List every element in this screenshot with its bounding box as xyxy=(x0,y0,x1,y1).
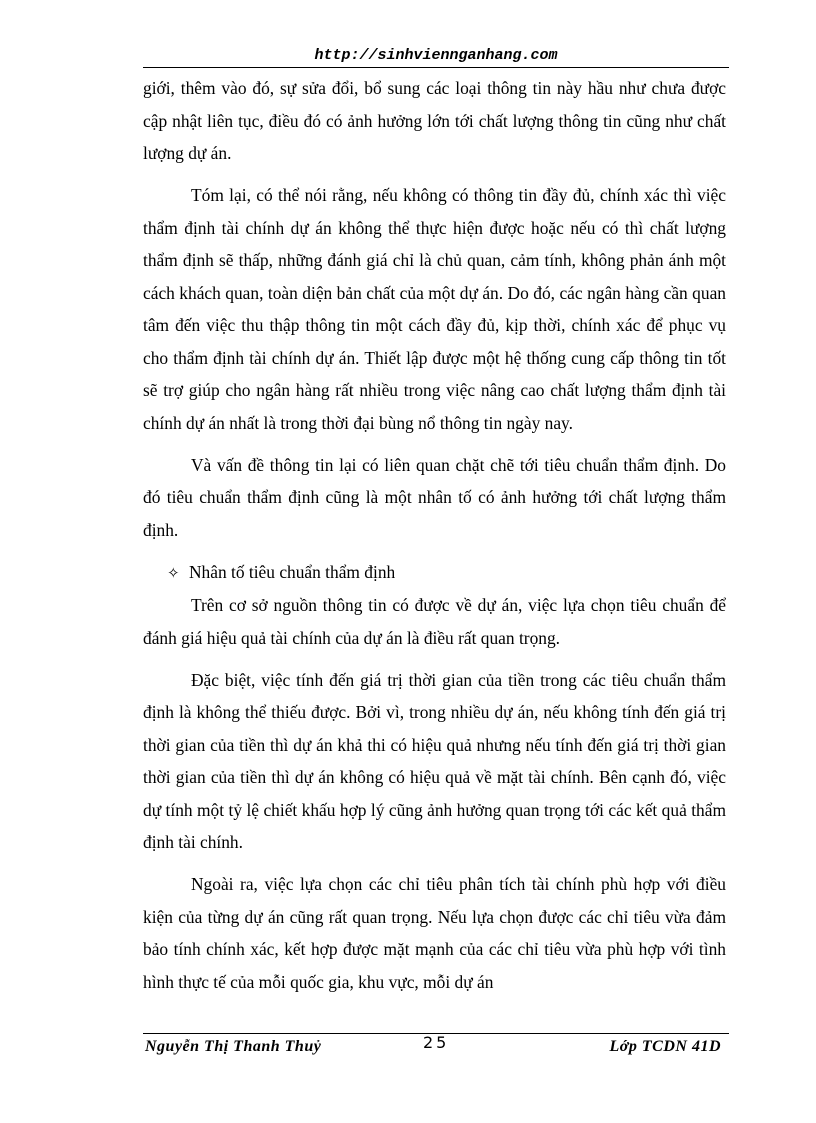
paragraph-time-value: Đặc biệt, việc tính đến giá trị thời gian của tiền trong các tiêu chuẩn thẩm định là không thể thiếu được. Bởi vì, trong nhiều dự án, nếu không tính đến giá trị thời gian của tiền thì dự án khả thi có hiệu quả nhưng nếu tính đến giá trị thời gian thời gian của tiền thì dự án không có hiệu quả về mặt tài chính. Bên cạnh đó, việc dự tính một tỷ lệ chiết khấu hợp lý cũng ảnh hưởng quan trọng tới các kết quả thẩm định tài chính. xyxy=(143,669,726,852)
page-header-url: http://sinhviennganhang.com xyxy=(314,47,558,64)
paragraph-continuation: giới, thêm vào đó, sự sửa đổi, bổ sung các loại thông tin này hầu như chưa được cập nhật liên tục, điều đó có ảnh hưởng lớn tới chất lượng thông tin cũng như chất lượng dự án. xyxy=(143,78,726,163)
paragraph-information-standards: Và vấn đề thông tin lại có liên quan chặt chẽ tới tiêu chuẩn thẩm định. Do đó tiêu chuẩn thẩm định cũng là một nhân tố có ảnh hưởng tới chất lượng thẩm định. xyxy=(143,454,726,540)
header-divider xyxy=(143,67,729,68)
four-pointed-star-icon: ✧ xyxy=(167,563,180,582)
page-footer xyxy=(143,1035,729,1059)
document-body xyxy=(143,72,726,998)
footer-class-name: Lớp TCDN 41D xyxy=(609,1038,721,1055)
paragraph-summary: Tóm lại, có thể nói rằng, nếu không có thông tin đầy đủ, chính xác thì việc thẩm định tài chính dự án không thể thực hiện được hoặc nếu có thì chất lượng thẩm định sẽ thấp, những đánh giá chỉ là chủ quan, cảm tính, không phản ánh một cách khách quan, toàn diện bản chất của một dự án. Do đó, các ngân hàng cần quan tâm đến việc thu thập thông tin một cách đầy đủ, kịp thời, chính xác để phục vụ cho thẩm định tài chính dự án. Thiết lập được một hệ thống cung cấp thông tin tốt sẽ trợ giúp cho ngân hàng rất nhiều trong việc nâng cao chất lượng thẩm định tài chính dự án nhất là trong thời đại bùng nổ thông tin ngày nay. xyxy=(143,185,726,433)
section-heading-bullet xyxy=(143,556,726,590)
paragraph-indicator-selection: Ngoài ra, việc lựa chọn các chỉ tiêu phân tích tài chính phù hợp với điều kiện của từng dự án cũng rất quan trọng. Nếu lựa chọn được các chỉ tiêu vừa đảm bảo tính chính xác, kết hợp được mặt mạnh của các chỉ tiêu vừa phù hợp với tình hình thực tế của mỗi quốc gia, khu vực, mỗi dự án xyxy=(143,874,726,992)
paragraph-criteria-selection: Trên cơ sở nguồn thông tin có được về dự án, việc lựa chọn tiêu chuẩn để đánh giá hiệu quả tài chính của dự án là điều rất quan trọng. xyxy=(143,595,726,648)
footer-author: Nguyễn Thị Thanh Thuỷ xyxy=(145,1038,322,1055)
page-number: 25 xyxy=(423,1033,450,1052)
section-heading-text: Nhân tố tiêu chuẩn thẩm định xyxy=(189,561,396,582)
